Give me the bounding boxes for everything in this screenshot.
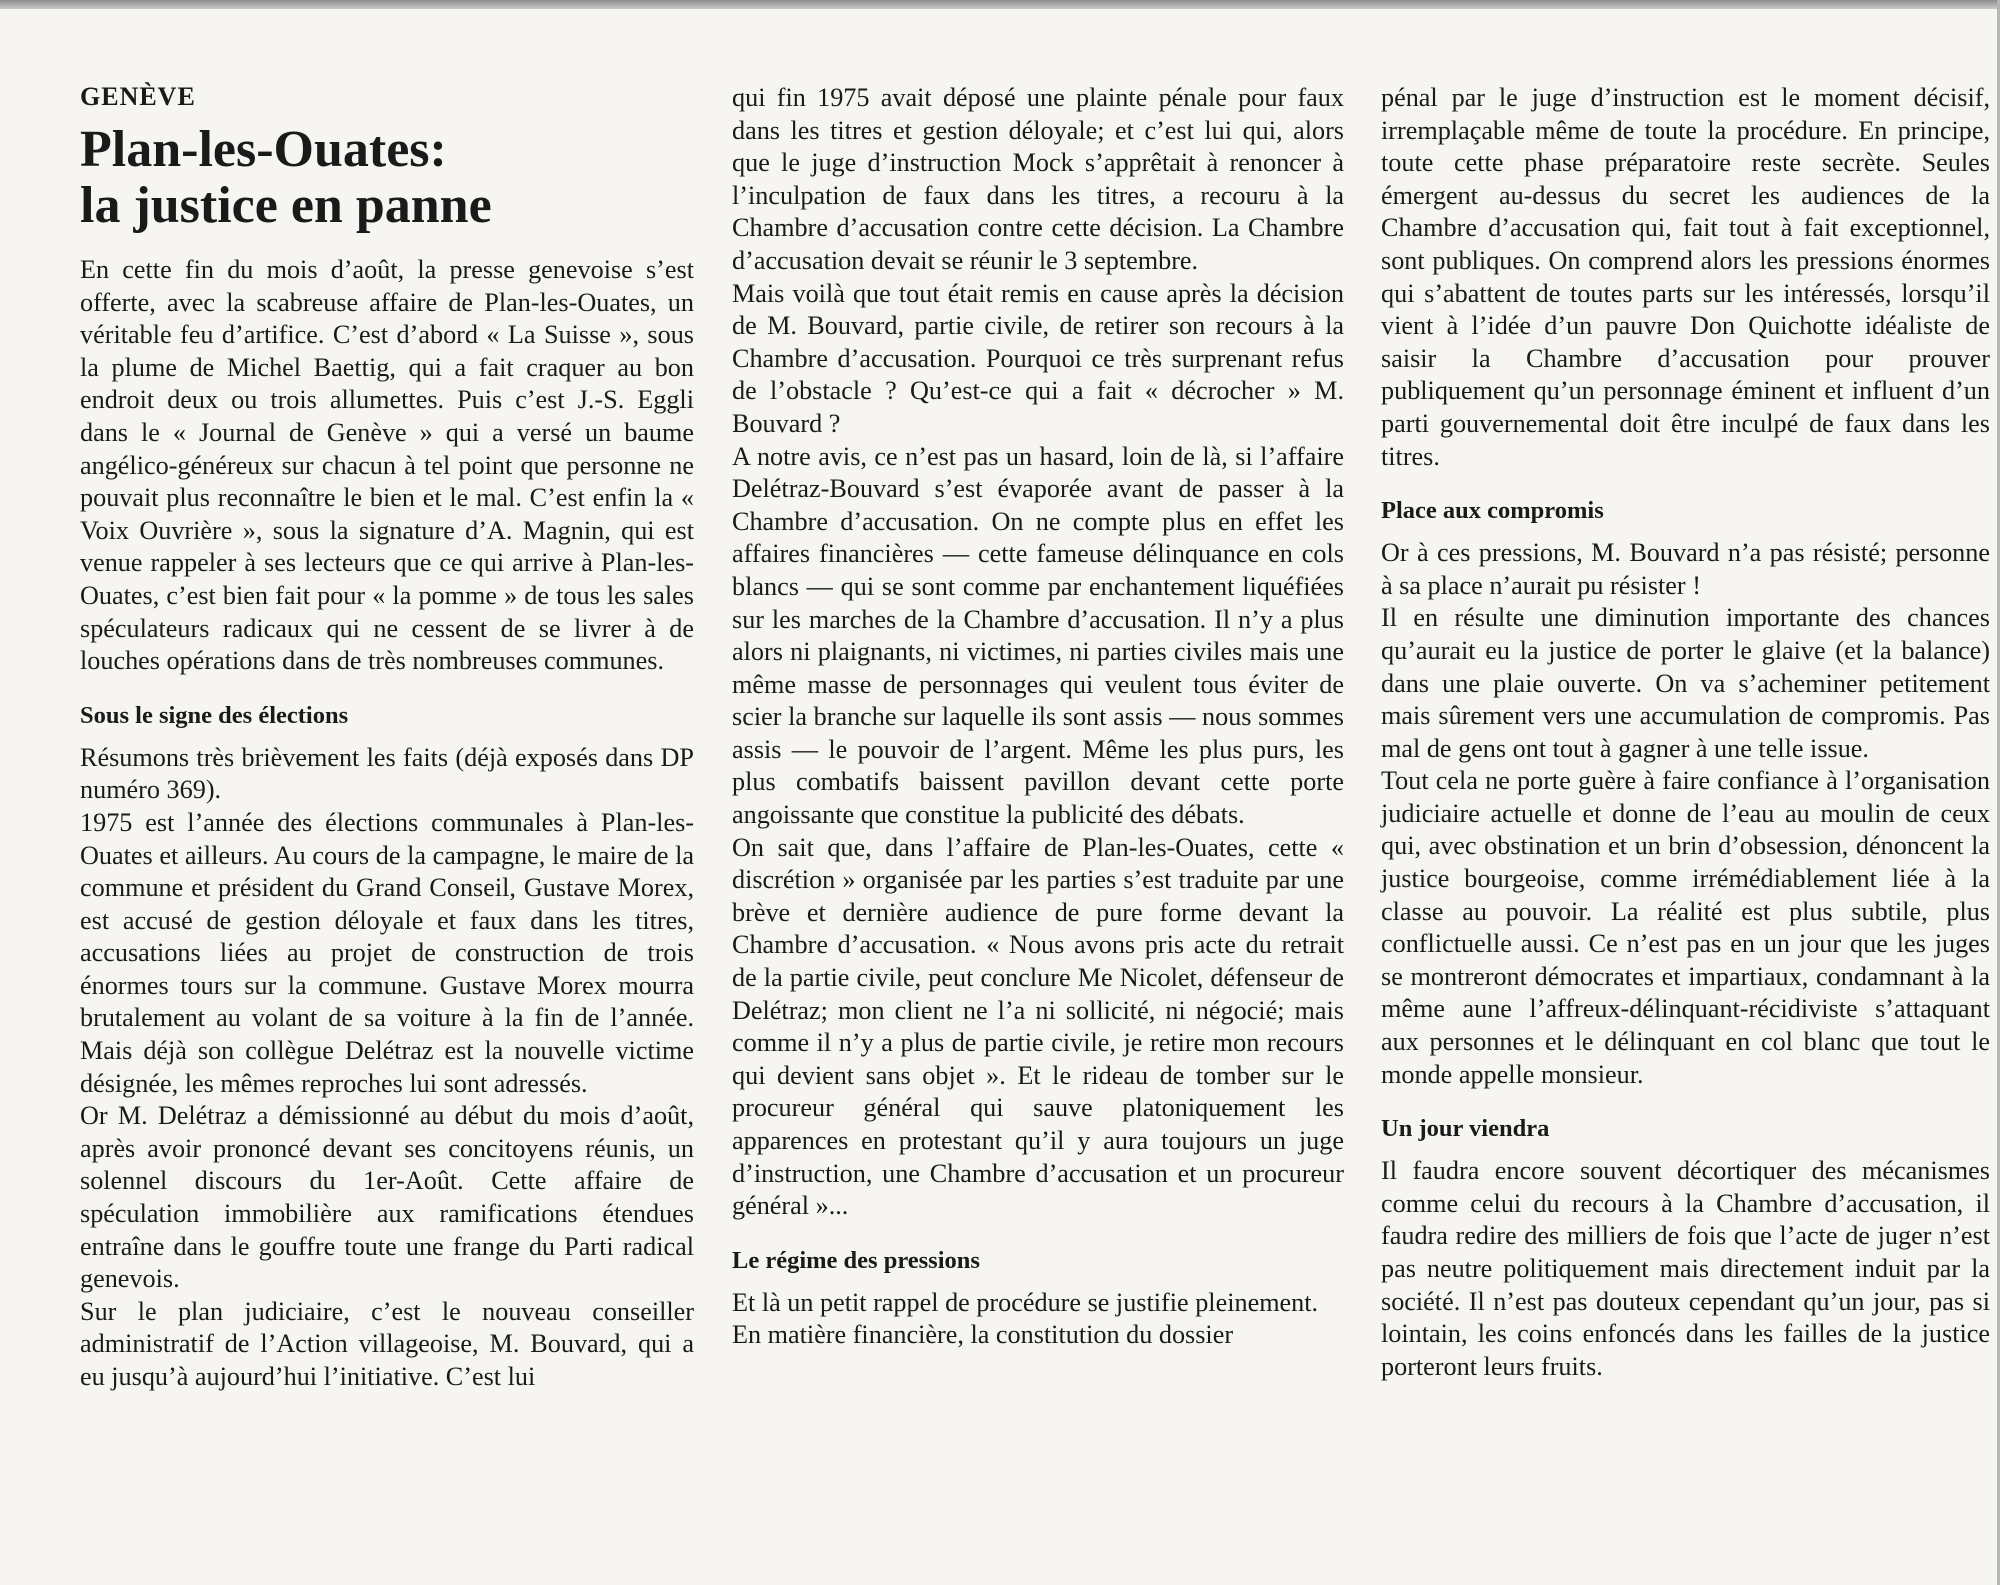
- headline-line-1: Plan-les-Ouates:: [80, 121, 447, 178]
- paragraph: qui fin 1975 avait déposé une plainte pénale pour faux dans les titres et gestion déloyale; et c’est lui qui, alors que le juge d’instruction Mock s’apprêtait à renoncer à l’inculpation de faux dans les titres, a recouru à la Chambre d’accusation contre cette décision. La Chambre d’accusation devait se réunir le 3 septembre.: [732, 83, 1344, 275]
- column-2: [732, 82, 1344, 1352]
- paragraph: Et là un petit rappel de procédure se justifie pleinement.: [732, 1287, 1319, 1317]
- top-scan-border: [0, 0, 2000, 9]
- subheading: Place aux compromis: [1381, 497, 1604, 525]
- subheading: Un jour viendra: [1381, 1115, 1550, 1143]
- paragraph: A notre avis, ce n’est pas un hasard, loin de là, si l’affaire Delétraz-Bouvard s’est évaporée avant de passer à la Chambre d’accusation. On ne compte plus en effet les affaires financières — cette fameuse délinquance en cols blancs — qui se sont comme par enchantement liquéfiées sur les marches de la Chambre d’accusation. Il n’y a plus alors ni plaignants, ni victimes, ni parties civiles mais une même masse de personnages qui veulent tous éviter de scier la branche sur laquelle ils sont assis — nous sommes assis — le pouvoir de l’argent. Même les plus purs, les plus combatifs baissent pavillon devant cette porte angoissante que constitue la publicité des débats.: [732, 441, 1344, 830]
- column-3: [1381, 82, 1990, 1383]
- subheading: Sous le signe des élections: [80, 701, 349, 729]
- paragraph: Mais voilà que tout était remis en cause après la décision de M. Bouvard, partie civile, de retirer son recours à la Chambre d’accusation. Pourquoi ce très surprenant refus de l’obstacle ? Qu’est-ce qui a fait « décrocher » M. Bouvard ?: [732, 278, 1344, 438]
- paragraph: Sur le plan judiciaire, c’est le nouveau conseiller administratif de l’Action villageoise, M. Bouvard, qui a eu jusqu’à aujourd’hui l’initiative. C’est lui: [80, 1296, 694, 1391]
- paragraph: Résumons très brièvement les faits (déjà exposés dans DP numéro 369).: [80, 742, 694, 805]
- paragraph: Or à ces pressions, M. Bouvard n’a pas résisté; personne à sa place n’aurait pu résister !: [1381, 538, 1990, 600]
- paragraph: Il en résulte une diminution importante des chances qu’aurait eu la justice de porter le glaive (et la balance) dans une plaie ouverte. On va s’acheminer petitement mais sûrement vers une accumulation de compromis. Pas mal de gens ont tout à gagner à une telle issue.: [1381, 603, 1990, 763]
- section-rubric: GENÈVE: [80, 82, 196, 111]
- paragraph: Tout cela ne porte guère à faire confiance à l’organisation judiciaire actuelle et donne de l’eau au moulin de ceux qui, avec obstination et un brin d’obsession, dénoncent la justice bourgeoise, comme irrémédiablement liée à la classe au pouvoir. La réalité est plus subtile, plus conflictuelle aussi. Ce n’est pas en un jour que les juges se montreront démocrates et impartiaux, condamnant à la même aune l’affreux-délinquant-récidiviste s’attaquant aux personnes et le délinquant en col blanc que tout le monde appelle monsieur.: [1381, 766, 1990, 1089]
- column-1: [80, 80, 694, 1394]
- paragraph: 1975 est l’année des élections communales à Plan-les-Ouates et ailleurs. Au cours de la campagne, le maire de la commune et président du Grand Conseil, Gustave Morex, est accusé de gestion déloyale et faux dans les titres, accusations liées au projet de construction de trois énormes tours sur la commune. Gustave Morex mourra brutalement au volant de sa voiture à la fin de l’année. Mais déjà son collègue Delétraz est la nouvelle victime désignée, les mêmes reproches lui sont adressés.: [80, 807, 694, 1098]
- paragraph: pénal par le juge d’instruction est le moment décisif, irremplaçable même de toute la procédure. En principe, toute cette phase préparatoire reste secrète. Seules émergent au-dessus du secret les audiences de la Chambre d’accusation qui, fait tout à fait exceptionnel, sont publiques. On comprend alors les pressions énormes qui s’abattent de toutes parts sur les intéressés, lorsqu’il vient à l’idée d’un pauvre Don Quichotte idéaliste de saisir la Chambre d’accusation pour prouver publiquement qu’un personnage éminent et influent d’un parti gouvernemental doit être inculpé de faux dans les titres.: [1381, 83, 1990, 471]
- paragraph: En matière financière, la constitution du dossier: [732, 1320, 1234, 1350]
- article-headline: [80, 122, 694, 234]
- paragraph: En cette fin du mois d’août, la presse genevoise s’est offerte, avec la scabreuse affaire de Plan-les-Ouates, un véritable feu d’artifice. C’est d’abord « La Suisse », sous la plume de Michel Baettig, qui a fait craquer au bon endroit deux ou trois allumettes. Puis c’est J.-S. Eggli dans le « Journal de Genève » qui a versé un baume angélico-généreux sur chacun à tel point que personne ne pouvait plus reconnaître le bien et le mal. C’est enfin la « Voix Ouvrière », sous la signature d’A. Magnin, qui est venue rappeler à ses lecteurs que ce qui arrive à Plan-les-Ouates, c’est bien fait pour « la pomme » de tous les sales spéculateurs radicaux qui ne cessent de se livrer à de louches opérations dans de très nombreuses communes.: [80, 255, 694, 676]
- paragraph: Il faudra encore souvent décortiquer des mécanismes comme celui du recours à la Chambre d’accusation, il faudra redire des milliers de fois que l’acte de juger n’est pas neutre politiquement mais directement induit par la société. Il n’est pas douteux cependant qu’un jour, pas si lointain, les coins enfoncés dans les failles de la justice porteront leurs fruits.: [1381, 1156, 1990, 1381]
- headline-line-2: la justice en panne: [80, 177, 492, 234]
- paragraph: Or M. Delétraz a démissionné au début du mois d’août, après avoir prononcé devant ses concitoyens réunis, un solennel discours du 1er-Août. Cette affaire de spéculation immobilière aux ramifications étendues entraîne dans le gouffre toute une frange du Parti radical genevois.: [80, 1101, 694, 1294]
- paragraph: On sait que, dans l’affaire de Plan-les-Ouates, cette « discrétion » organisée par les parties s’est traduite par une brève et dernière audience de pure forme devant la Chambre d’accusation. « Nous avons pris acte du retrait de la partie civile, peut conclure Me Nicolet, défenseur de Delétraz; mon client ne l’a ni sollicité, ni négocié; mais comme il n’y a plus de partie civile, je retire mon recours qui devient sans objet ». Et le rideau de tomber sur le procureur général qui sauve platoniquement les apparences en protestant qu’il y aura toujours un juge d’instruction, une Chambre d’accusation et un procureur général »...: [732, 832, 1344, 1221]
- subheading: Le régime des pressions: [732, 1246, 980, 1274]
